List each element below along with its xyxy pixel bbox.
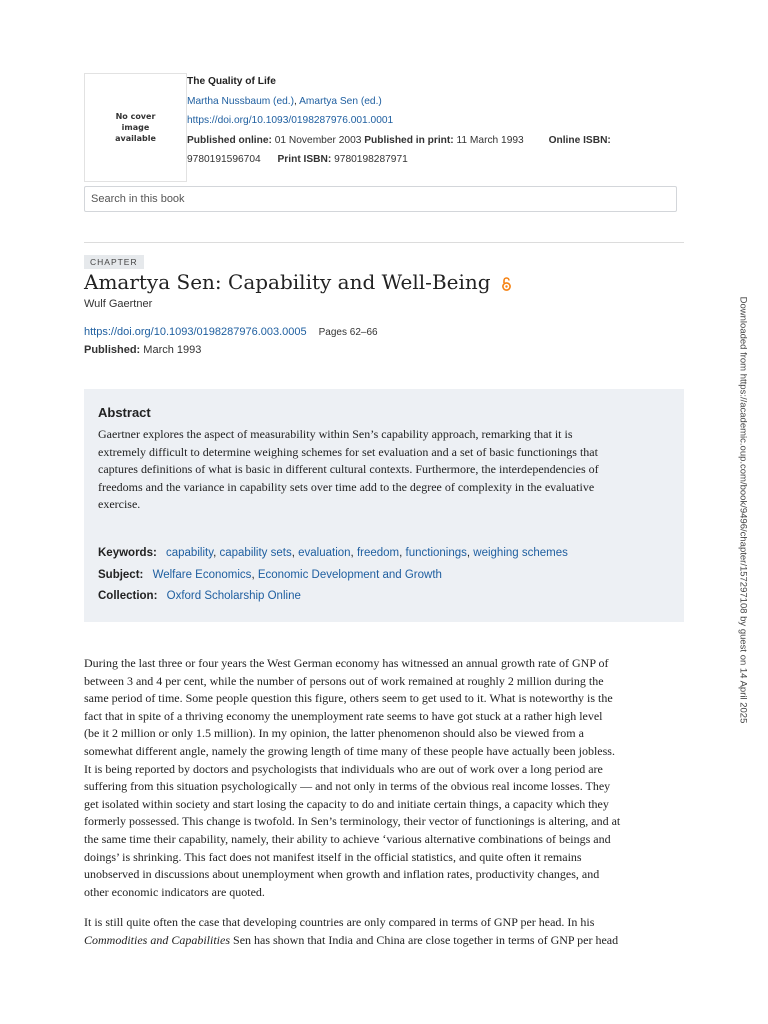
abstract-line: Gaertner explores the aspect of measurability within Sen’s capability approach, remarking that it is <box>98 427 573 441</box>
book-title-italic: Commodities and Capabilities <box>84 932 231 947</box>
published-print-label: Published in print: <box>364 134 454 146</box>
open-access-icon <box>501 276 512 292</box>
subject-row: Subject: Welfare Economics, Economic Development and Growth <box>98 569 442 581</box>
body-line: It is still quite often the case that developing countries are only compared in terms of GNP per head. In his <box>84 915 595 929</box>
published-print-date: 11 March 1993 <box>456 134 524 146</box>
body-line: unobserved in discussions about unemployment when growth and inflation rates, productivity changes, and <box>84 867 600 882</box>
publication-dates <box>187 131 657 151</box>
book-editors: Martha Nussbaum (ed.), Amartya Sen (ed.) <box>187 95 382 107</box>
subject-link[interactable]: Welfare Economics <box>152 569 252 581</box>
editor-link[interactable]: Amartya Sen (ed.) <box>299 95 382 107</box>
book-metadata <box>187 72 657 170</box>
abstract-text <box>98 426 670 514</box>
body-line: formerly possessed. This change is twofold. In Sen’s terminology, their vector of functionings is altering, and at <box>84 814 621 829</box>
body-line: During the last three or four years the West German economy has witnessed an annual growth rate of GNP of <box>84 656 609 670</box>
body-line: fact that in spite of a thriving economy the unemployment rate seems to have got stuck at a rather high level <box>84 708 603 723</box>
chapter-title: Amartya Sen: Capability and Well-Being <box>84 270 491 294</box>
body-line: doings’ is shrinking. This fact does not manifest itself in the official statistics, and quite often it remains <box>84 849 582 864</box>
body-line: same period of time. Some people question this figure, others seem to get used to it. What is noteworthy is the <box>84 691 613 706</box>
published-online-label: Published online: <box>187 134 272 146</box>
keywords-label: Keywords: <box>98 547 157 559</box>
book-cover-placeholder <box>84 73 187 182</box>
body-paragraph <box>84 655 688 901</box>
subject-label: Subject: <box>98 569 144 581</box>
body-line: between 3 and 4 per cent, while the number of persons out of work remained at roughly 2 million during the <box>84 673 604 688</box>
abstract-line: exercise. <box>98 497 141 511</box>
body-line: somewhat different angle, namely the growing length of time many of these people have actually been jobless. <box>84 743 615 758</box>
online-isbn: 9780191596704 <box>187 154 261 165</box>
keyword-link[interactable]: capability <box>166 547 214 559</box>
book-doi-link[interactable]: https://doi.org/10.1093/0198287976.001.0001 <box>187 115 394 126</box>
body-line <box>84 932 688 950</box>
body-line-rest: Sen has shown that India and China are close together in terms of GNP per head <box>230 932 619 947</box>
download-note-text: Downloaded from https://academic.oup.com/book/9496/chapter/157297108 by guest on 14 April 2025 <box>737 296 749 724</box>
collection-link[interactable]: Oxford Scholarship Online <box>166 590 301 602</box>
abstract-line: captures definitions of what is basic in different cultural contexts. Furthermore, the interdependencies of <box>98 462 599 476</box>
print-isbn: 9780198287971 <box>334 154 408 165</box>
published-online-date: 01 November 2003 <box>274 134 362 146</box>
abstract-panel <box>84 389 684 622</box>
book-title[interactable]: The Quality of Life <box>187 76 276 87</box>
keyword-link[interactable]: capability sets <box>219 547 292 559</box>
keyword-link[interactable]: evaluation <box>298 547 351 559</box>
body-paragraph <box>84 914 688 949</box>
collection-row <box>98 590 301 602</box>
published-date: March 1993 <box>143 344 202 356</box>
chapter-doi-link[interactable]: https://doi.org/10.1093/0198287976.003.0005 <box>84 326 307 338</box>
body-line: suffering from this situation psychologically — and not only in terms of the obvious real income losses. They <box>84 779 611 794</box>
chapter-doi-row <box>84 326 378 338</box>
subject-link[interactable]: Economic Development and Growth <box>257 569 442 581</box>
abstract-heading: Abstract <box>98 405 151 420</box>
chapter-pages: Pages 62–66 <box>318 327 378 338</box>
editor-link[interactable]: Martha Nussbaum (ed.) <box>187 95 295 107</box>
body-line: the same time their capability, namely, their ability to achieve ‘various alternative combinations of beings and <box>84 831 611 846</box>
body-line: (be it 2 million or only 1.5 million). In my opinion, the latter phenomenon should also be viewed from a <box>84 726 584 741</box>
published-label: Published: <box>84 344 141 356</box>
isbn-line <box>187 150 657 170</box>
body-line: It is being reported by doctors and psychologists that individuals who are out of work over a long period are <box>84 761 603 776</box>
collection-label: Collection: <box>98 590 158 602</box>
print-isbn-label: Print ISBN: <box>277 154 332 165</box>
cover-text: No cover image available <box>115 112 156 143</box>
chapter-title-row <box>84 270 512 294</box>
chapter-badge: CHAPTER <box>84 255 144 269</box>
section-divider <box>84 242 684 243</box>
search-in-book-input[interactable]: Search in this book <box>84 186 677 212</box>
keyword-link[interactable]: freedom <box>356 547 400 559</box>
chapter-published <box>84 344 201 356</box>
abstract-line: freedoms and the variance in capability sets over time add to the degree of complexity in the evaluative <box>98 479 595 494</box>
body-line: get isolated within society and start losing the capacity to do and initiate certain things, a capacity which they <box>84 796 609 811</box>
online-isbn-label: Online ISBN: <box>548 134 611 146</box>
keyword-link[interactable]: weighing schemes <box>473 547 568 559</box>
chapter-author[interactable]: Wulf Gaertner <box>84 298 153 310</box>
keywords-row: Keywords: capability, capability sets, evaluation, freedom, functionings, weighing schemes <box>98 547 568 559</box>
abstract-line: extremely difficult to determine weighing schemes for set evaluation and a set of basic functionings that <box>98 444 598 459</box>
body-line: other economic indicators are quoted. <box>84 884 265 899</box>
keyword-link[interactable]: functionings <box>405 547 467 559</box>
